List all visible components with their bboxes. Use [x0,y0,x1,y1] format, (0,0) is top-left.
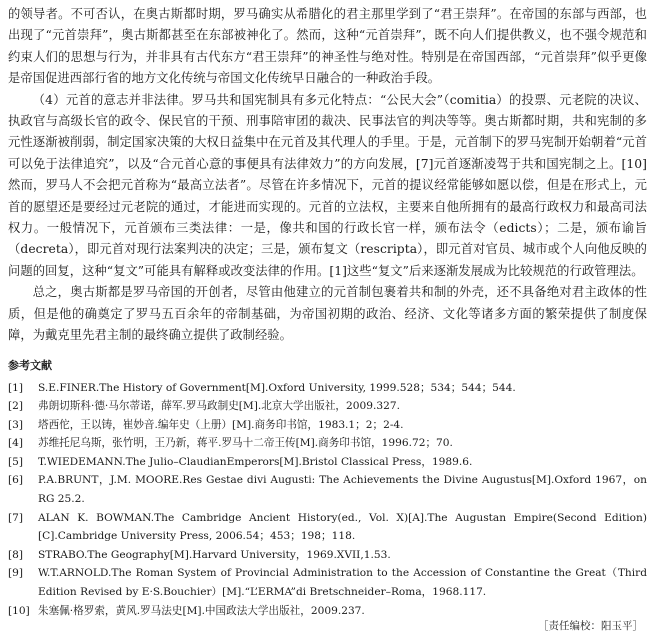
reference-text: S.E.FINER.The History of Government[M].Oxford University, 1999.528；534；544；544. [38,381,516,394]
reference-item [8,416,647,435]
reference-item [8,509,647,546]
article-body [8,4,647,347]
reference-text: 苏维托尼乌斯，张竹明，王乃新，蒋平.罗马十二帝王传[M].商务印书馆，1996.72；70. [38,437,453,450]
reference-number: [9] [8,567,24,580]
reference-item [8,564,647,601]
reference-item [8,397,647,416]
reference-text: 朱塞佩·格罗索，黄风.罗马法史[M].中国政法大学出版社，2009.237. [38,604,365,617]
reference-text: T.WIEDEMANN.The Julio–ClaudianEmperors[M].Bristol Classical Press，1989.6. [38,455,473,468]
reference-text: ALAN K. BOWMAN.The Cambridge Ancient History(ed., Vol. X)[A].The Augustan Empire(Second Edition)[C].Cambridge University Press, 2006.54；453；198；118. [38,511,647,543]
reference-number: [3] [8,418,24,431]
reference-text: W.T.ARNOLD.The Roman System of Provincial Administration to the Accession of Constantine the Great（Third Edition Revised by E·S.Bouchier）[M].“L’ERMA”di Bretschneider–Roma，1968.117. [38,567,647,599]
paragraph-2: （4）元首的意志并非法律。罗马共和国宪制具有多元化特点：“公民大会”（comitia）的投票、元老院的决议、执政官与高级长官的政令、保民官的干预、刑事陪审团的裁决、民事法官的判决等等。奥古斯都时期，共和宪制的多元性逐渐被削弱，制定国家决策的大权日益集中在元首及其代理人的手里。于是，元首制下的罗马宪制开始朝着“元首可以免于法律追究”，以及“合元首心意的事便具有法律效力”的方向发展，[7]元首逐渐凌驾于共和国宪制之上。[10]然而，罗马人不会把元首称为“最高立法者”。尽管在许多情况下，元首的提议经常能够如愿以偿，但是在形式上，元首的愿望还是要经过元老院的通过，才能进而实现的。元首的立法权，主要来自他所拥有的最高行政权力和最高司法权力。一般情况下，元首颁布三类法律：一是，像共和国的行政长官一样，颁布法令（edicts）；二是，颁布谕旨（decreta），即元首对现行法案判决的决定；三是，颁布复文（rescripta），即元首对官员、城市或个人向他反映的问题的回复，这种“复文”可能具有解释或改变法律的作用。[1]这些“复文”后来逐渐发展成为比较规范的行政管理法。 [8,92,647,278]
paragraph-1: 的领导者。不可否认，在奥古斯都时期，罗马确实从希腊化的君主那里学到了“君王崇拜”。在帝国的东部与西部，也出现了“元首崇拜”，奥古斯都甚至在东部被神化了。然而，这种“元首崇拜”，既不向人们提供教义，也不强令规范和约束人们的思想与行为，并非具有古代东方“君王崇拜”的神圣性与绝对性。特别是在帝国西部，“元首崇拜”似乎更像是帝国促进西部行省的地方文化传统与帝国文化传统早日融合的一种政治手段。 [8,7,647,86]
reference-number: [7] [8,511,24,524]
reference-number: [5] [8,455,24,468]
reference-item [8,379,647,398]
paragraph-3: 总之，奥古斯都是罗马帝国的开创者，尽管由他建立的元首制包裹着共和制的外壳，还不具备绝对君主政体的性质，但是他的确奠定了罗马五百余年的帝制基础，为帝国初期的政治、经济、文化等诸多方面的繁荣提供了制度保障，为戴克里先君主制的最终确立提供了政制经验。 [8,285,647,343]
responsible-editor: ［责任编校：阳玉平］ [538,620,643,632]
reference-number: [10] [8,604,30,617]
references-heading: 参考文献 [8,358,52,372]
reference-number: [6] [8,474,24,487]
reference-number: [2] [8,400,24,413]
reference-item [8,434,647,453]
reference-number: [4] [8,437,24,450]
reference-item [8,471,647,508]
reference-text: 塔西佗，王以铸，崔妙音.编年史（上册）[M].商务印书馆，1983.1；2；2-4. [38,418,404,431]
reference-text: 弗朗切斯科·德·马尔蒂诺，薛军.罗马政制史[M].北京大学出版社，2009.327. [38,400,400,413]
reference-item [8,546,647,565]
reference-item [8,453,647,472]
reference-text: P.A.BRUNT，J.M. MOORE.Res Gestae divi Augusti: The Achievements the Divine Augustus[M].Oxford 1967，on RG 25.2. [38,474,647,506]
reference-number: [1] [8,381,24,394]
references-list [8,379,647,621]
reference-number: [8] [8,548,24,561]
reference-text: STRABO.The Geography[M].Harvard University，1969.XVII,1.53. [38,548,391,561]
